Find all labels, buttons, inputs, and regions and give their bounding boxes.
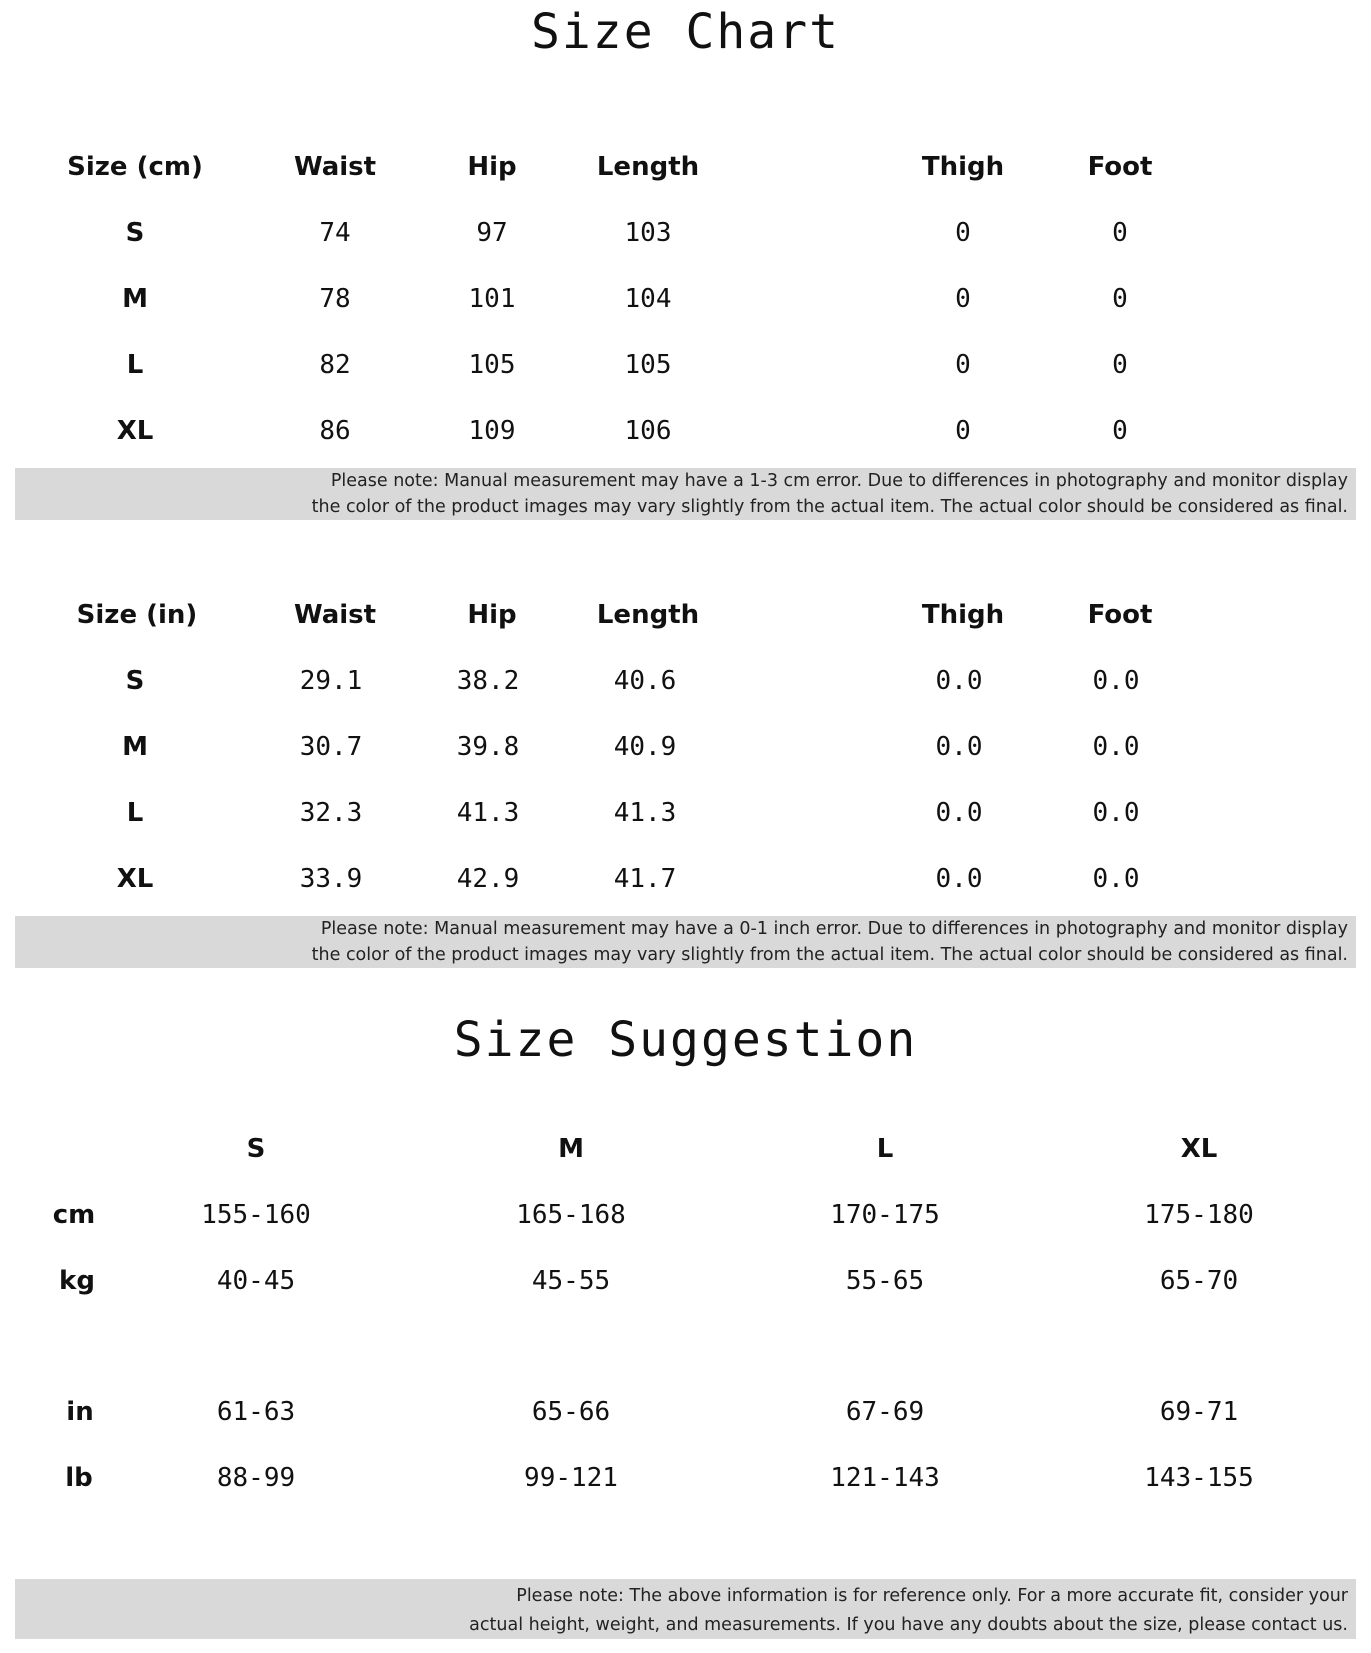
table-cell: 74 [319, 218, 351, 248]
table-cell: 0.0 [1092, 864, 1140, 894]
table-cell: 86 [319, 416, 351, 446]
table-cell: 103 [624, 218, 672, 248]
table-cell: 69-71 [1159, 1397, 1239, 1427]
table-cell: 29.1 [299, 666, 363, 696]
table-cell: 105 [624, 350, 672, 380]
in-row-label: S [125, 666, 145, 696]
suggestion-row-label: lb [65, 1463, 93, 1493]
in-row-label: M [122, 732, 148, 762]
suggestion-row-label: kg [59, 1266, 95, 1296]
table-cell: 0 [955, 218, 971, 248]
table-cell: 0.0 [935, 798, 983, 828]
cm-row-label: M [122, 284, 148, 314]
cm-note-bar [15, 468, 1356, 520]
suggestion-header-size: M [558, 1134, 584, 1164]
table-cell: 170-175 [830, 1200, 940, 1230]
table-cell: 42.9 [456, 864, 520, 894]
page-title: Size Chart [531, 4, 840, 60]
note-line: Please note: Manual measurement may have a 1-3 cm error. Due to differences in photography and monitor display [330, 471, 1348, 491]
suggestion-title: Size Suggestion [453, 1012, 918, 1068]
table-cell: 97 [476, 218, 508, 248]
table-cell: 0 [955, 350, 971, 380]
cm-row-label: XL [116, 416, 154, 446]
table-cell: 109 [468, 416, 516, 446]
table-cell: 65-70 [1159, 1266, 1239, 1296]
table-cell: 45-55 [531, 1266, 611, 1296]
table-cell: 143-155 [1144, 1463, 1254, 1493]
table-cell: 0 [1112, 284, 1128, 314]
table-cell: 41.3 [613, 798, 677, 828]
cm-header-foot: Foot [1087, 152, 1153, 182]
table-cell: 30.7 [299, 732, 363, 762]
table-cell: 88-99 [216, 1463, 296, 1493]
suggestion-row-label: in [66, 1397, 94, 1427]
table-cell: 0.0 [935, 864, 983, 894]
table-cell: 0.0 [1092, 666, 1140, 696]
in-header-size: Size (in) [76, 600, 198, 630]
in-row-label: L [126, 798, 144, 828]
suggestion-header-size: S [246, 1134, 266, 1164]
table-cell: 0 [1112, 218, 1128, 248]
table-cell: 0 [1112, 416, 1128, 446]
in-header-thigh: Thigh [921, 600, 1005, 630]
note-line: the color of the product images may vary slightly from the actual item. The actual color should be considered as final. [311, 497, 1348, 517]
in-header-waist: Waist [293, 600, 377, 630]
table-cell: 39.8 [456, 732, 520, 762]
suggestion-header-size: L [876, 1134, 894, 1164]
table-cell: 104 [624, 284, 672, 314]
table-cell: 41.7 [613, 864, 677, 894]
table-cell: 67-69 [845, 1397, 925, 1427]
table-cell: 40-45 [216, 1266, 296, 1296]
in-header-foot: Foot [1087, 600, 1153, 630]
table-cell: 121-143 [830, 1463, 940, 1493]
table-cell: 61-63 [216, 1397, 296, 1427]
in-header-length: Length [596, 600, 700, 630]
in-row-label: XL [116, 864, 154, 894]
table-cell: 0 [955, 416, 971, 446]
suggestion-note-bar [15, 1579, 1356, 1639]
table-cell: 0.0 [1092, 798, 1140, 828]
table-cell: 40.6 [613, 666, 677, 696]
table-cell: 175-180 [1144, 1200, 1254, 1230]
suggestion-row-label: cm [52, 1200, 96, 1230]
suggestion-header-size: XL [1180, 1134, 1218, 1164]
cm-row-label: L [126, 350, 144, 380]
table-cell: 41.3 [456, 798, 520, 828]
cm-header-thigh: Thigh [921, 152, 1005, 182]
note-line: Please note: The above information is for reference only. For a more accurate fit, consider your [516, 1586, 1348, 1606]
cm-header-length: Length [596, 152, 700, 182]
table-cell: 40.9 [613, 732, 677, 762]
cm-header-size: Size (cm) [67, 152, 203, 182]
table-cell: 32.3 [299, 798, 363, 828]
note-line: Please note: Manual measurement may have a 0-1 inch error. Due to differences in photography and monitor display [320, 919, 1348, 939]
table-cell: 0.0 [1092, 732, 1140, 762]
note-line: actual height, weight, and measurements. If you have any doubts about the size, please contact us. [469, 1615, 1348, 1635]
cm-header-waist: Waist [293, 152, 377, 182]
note-line: the color of the product images may vary slightly from the actual item. The actual color should be considered as final. [311, 945, 1348, 965]
cm-header-hip: Hip [467, 152, 517, 182]
table-cell: 82 [319, 350, 351, 380]
table-cell: 65-66 [531, 1397, 611, 1427]
table-cell: 33.9 [299, 864, 363, 894]
table-cell: 38.2 [456, 666, 520, 696]
table-cell: 0 [1112, 350, 1128, 380]
table-cell: 101 [468, 284, 516, 314]
table-cell: 0.0 [935, 732, 983, 762]
table-cell: 55-65 [845, 1266, 925, 1296]
table-cell: 0.0 [935, 666, 983, 696]
table-cell: 78 [319, 284, 351, 314]
table-cell: 155-160 [201, 1200, 311, 1230]
cm-row-label: S [125, 218, 145, 248]
table-cell: 99-121 [524, 1463, 618, 1493]
in-header-hip: Hip [467, 600, 517, 630]
table-cell: 106 [624, 416, 672, 446]
table-cell: 0 [955, 284, 971, 314]
table-cell: 165-168 [516, 1200, 626, 1230]
table-cell: 105 [468, 350, 516, 380]
inch-note-bar [15, 916, 1356, 968]
